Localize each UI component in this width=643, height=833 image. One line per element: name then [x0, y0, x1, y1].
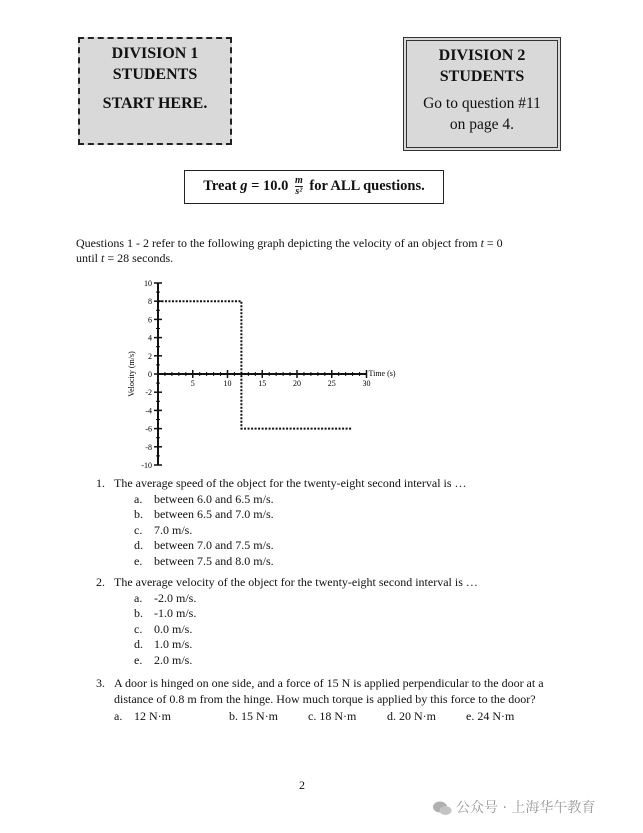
option-a[interactable]: [134, 492, 576, 508]
division-1-line1: DIVISION 1: [111, 45, 199, 62]
option-text: between 7.0 and 7.5 m/s.: [154, 538, 274, 552]
intro-text-b: = 0: [486, 236, 503, 250]
division-1-line2: STUDENTS: [112, 66, 198, 83]
gravity-value: = 10.0: [251, 178, 289, 194]
y-tick-label: -10: [141, 461, 152, 470]
option-text: -1.0 m/s.: [154, 606, 197, 620]
division-2-line3b: on page 4.: [449, 116, 515, 133]
question-stem: The average speed of the object for the twenty-eight second interval is …: [114, 476, 467, 490]
answer-options: [134, 591, 576, 669]
x-tick-label: 20: [293, 379, 301, 388]
gravity-var: g: [240, 178, 248, 194]
intro-t2: t: [101, 251, 105, 265]
option-d[interactable]: [134, 538, 576, 554]
page-number: 2: [299, 778, 305, 792]
option-e[interactable]: [466, 709, 514, 725]
watermark: [432, 797, 595, 817]
y-tick-label: 4: [148, 333, 152, 343]
y-tick-label: 2: [148, 351, 152, 361]
option-c[interactable]: [308, 709, 384, 725]
y-tick-label: -2: [145, 388, 152, 398]
option-letter: b.: [134, 507, 143, 521]
division-2-line1: DIVISION 2: [438, 47, 526, 64]
option-a[interactable]: [134, 591, 576, 607]
option-text: 18 N·m: [319, 709, 357, 723]
option-text: between 6.5 and 7.0 m/s.: [154, 507, 274, 521]
option-letter: e.: [134, 553, 143, 568]
option-letter: c.: [134, 522, 143, 537]
option-letter: c.: [134, 621, 143, 636]
option-letter: b.: [229, 709, 238, 723]
option-text: 2.0 m/s.: [154, 652, 193, 667]
option-text: 15 N·m: [241, 709, 278, 723]
intro-text-d: = 28 seconds.: [107, 251, 174, 265]
question-number: 1.: [96, 476, 105, 490]
division-2-box: [403, 37, 561, 151]
question-2: [96, 575, 576, 668]
division-2-instruction: [407, 93, 557, 135]
option-c[interactable]: [134, 622, 576, 638]
option-d[interactable]: [134, 637, 576, 653]
option-letter: b.: [134, 606, 143, 620]
option-d[interactable]: [387, 709, 463, 725]
gravity-note: [184, 170, 444, 204]
x-tick-label: 5: [190, 379, 195, 388]
answer-options: [114, 709, 576, 725]
question-3: [96, 676, 576, 725]
option-text: 12 N·m: [134, 709, 171, 723]
option-b[interactable]: [134, 507, 576, 523]
option-letter: d.: [387, 709, 396, 723]
option-letter: a.: [134, 491, 143, 506]
intro-t1: t: [480, 236, 484, 250]
y-tick-label: 6: [148, 315, 152, 325]
option-text: 24 N·m: [477, 709, 515, 723]
unit-denominator: s²: [295, 186, 303, 198]
option-text: between 7.5 and 8.0 m/s.: [154, 553, 274, 568]
option-letter: a.: [114, 709, 123, 723]
gravity-unit: [295, 176, 303, 197]
velocity-time-graph: [122, 274, 412, 474]
option-letter: e.: [134, 652, 143, 667]
questions-intro: [76, 236, 576, 266]
option-b[interactable]: [229, 709, 305, 725]
option-c[interactable]: [134, 523, 576, 539]
option-letter: a.: [134, 590, 143, 605]
unit-numerator: m: [294, 175, 303, 187]
y-tick-label: -8: [145, 442, 152, 452]
option-letter: d.: [134, 637, 143, 651]
intro-text-c: until: [76, 251, 99, 265]
answer-options: [134, 492, 576, 570]
division-1-box: [78, 37, 232, 145]
option-a[interactable]: [114, 709, 226, 725]
division-2-line2: STUDENTS: [439, 68, 525, 85]
y-axis-label: Velocity (m/s): [127, 351, 136, 397]
question-number: 2.: [96, 575, 105, 589]
gravity-prefix: Treat: [203, 178, 237, 194]
option-letter: d.: [134, 538, 143, 552]
question-stem: The average velocity of the object for the twenty-eight second interval is …: [114, 575, 478, 589]
division-2-title: [407, 45, 557, 87]
option-text: 1.0 m/s.: [154, 637, 193, 651]
option-letter: e.: [466, 709, 475, 723]
division-1-title: [80, 43, 230, 85]
y-tick-label: 8: [148, 297, 152, 307]
y-tick-label: 0: [148, 370, 152, 379]
question-stem: A door is hinged on one side, and a force of 15 N is applied perpendicular to the door at a distance of 0.8 m from the hinge. How much torque is applied by this force to the door?: [114, 676, 544, 706]
x-axis-label: Time (s): [368, 369, 396, 378]
division-2-line3a: Go to question #11: [423, 95, 541, 112]
velocity-series-line: [158, 301, 353, 428]
option-e[interactable]: [134, 554, 576, 570]
x-tick-label: 30: [362, 379, 371, 388]
option-text: 20 N·m: [399, 709, 436, 723]
x-tick-label: 10: [223, 379, 232, 388]
option-letter: c.: [308, 709, 317, 723]
intro-text-a: Questions 1 - 2 refer to the following graph depicting the velocity of an object from: [76, 236, 478, 250]
division-1-start: START HERE.: [102, 95, 208, 112]
question-1: [96, 476, 576, 569]
y-tick-label: -6: [145, 424, 152, 434]
x-tick-label: 15: [258, 379, 267, 388]
x-tick-label: 25: [327, 379, 336, 388]
y-tick-label: 10: [144, 279, 152, 288]
y-tick-label: -4: [145, 406, 152, 416]
question-number: 3.: [96, 676, 105, 690]
option-text: 0.0 m/s.: [154, 621, 193, 636]
option-text: -2.0 m/s.: [154, 590, 197, 605]
chat-bubble-icon: [432, 801, 452, 816]
gravity-suffix: for ALL questions.: [309, 178, 425, 194]
option-text: 7.0 m/s.: [154, 522, 193, 537]
watermark-text: 公众号 · 上海华午教育: [456, 800, 596, 816]
option-text: between 6.0 and 6.5 m/s.: [154, 491, 274, 506]
option-b[interactable]: [134, 606, 576, 622]
option-e[interactable]: [134, 653, 576, 669]
